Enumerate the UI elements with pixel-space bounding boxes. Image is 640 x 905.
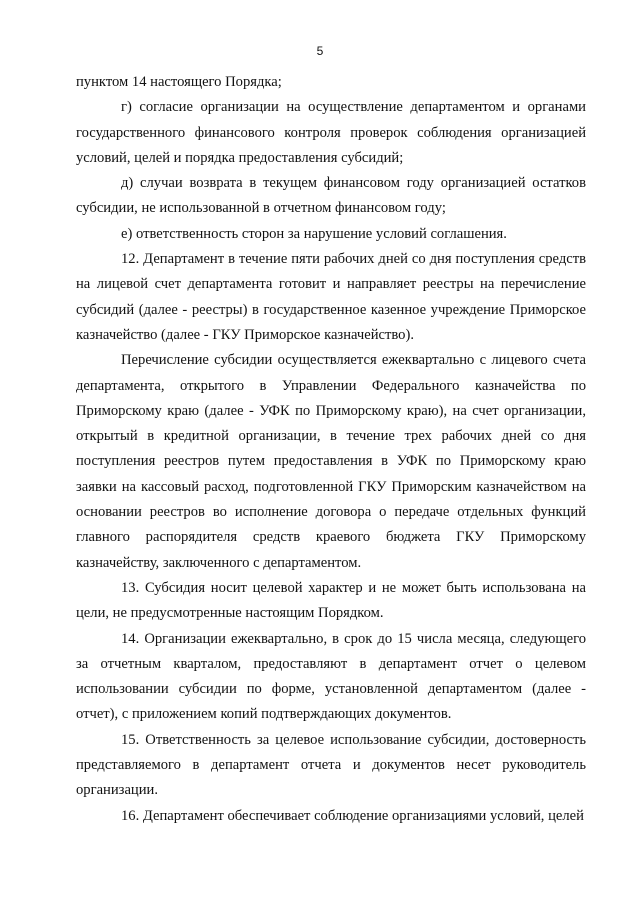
paragraph-item-g: г) согласие организации на осуществление департаментом и органами государственного финансового контроля проверок соблюдения организацией условий, целей и порядка предоставления субсидий; xyxy=(76,99,586,166)
document-body xyxy=(76,70,586,829)
paragraph-clause-12: 12. Департамент в течение пяти рабочих дней со дня поступления средств на лицевой счет департамента готовит и направляет реестры на перечисление субсидий (далее - реестры) в государственное казенное учреждение Приморское казначейство (далее - ГКУ Приморское казначейство). xyxy=(76,251,586,343)
paragraph-continuation: пунктом 14 настоящего Порядка; xyxy=(76,74,282,90)
paragraph-clause-14: 14. Организации ежеквартально, в срок до 15 числа месяца, следующего за отчетным кварталом, предоставляют в департамент отчет о целевом использовании субсидии по форме, установленной департаментом (далее - отчет), с приложением копий подтверждающих документов. xyxy=(76,630,586,723)
paragraph-clause-13: 13. Субсидия носит целевой характер и не может быть использована на цели, не предусмотренные настоящим Порядком. xyxy=(76,579,586,622)
paragraph-item-e: е) ответственность сторон за нарушение условий соглашения. xyxy=(121,225,507,242)
page-number: 5 xyxy=(316,44,324,58)
paragraph-clause-15: 15. Ответственность за целевое использование субсидии, достоверность представляемого в департамент отчета и документов несет руководитель организации. xyxy=(76,731,586,799)
paragraph-item-d: д) случаи возврата в текущем финансовом году организацией остатков субсидии, не использованной в отчетном финансовом году; xyxy=(76,175,586,217)
paragraph-clause-16: 16. Департамент обеспечивает соблюдение организациями условий, целей xyxy=(121,807,584,824)
paragraph-clause-12-transfer: Перечисление субсидии осуществляется ежеквартально с лицевого счета департамента, открытого в Управлении Федерального казначейства по Приморскому краю (далее - УФК по Приморскому краю), на счет организации, открытый в кредитной организации, в течение трех рабочих дней со дня поступления реестров путем предоставления в УФК по Приморскому краю заявки на кассовый расход, подготовленной ГКУ Приморским казначейством на основании реестров во исполнение договора о передаче отдельных функций главного распорядителя средств краевого бюджета ГКУ Приморскому казначейству, заключенного с департаментом. xyxy=(76,352,586,571)
